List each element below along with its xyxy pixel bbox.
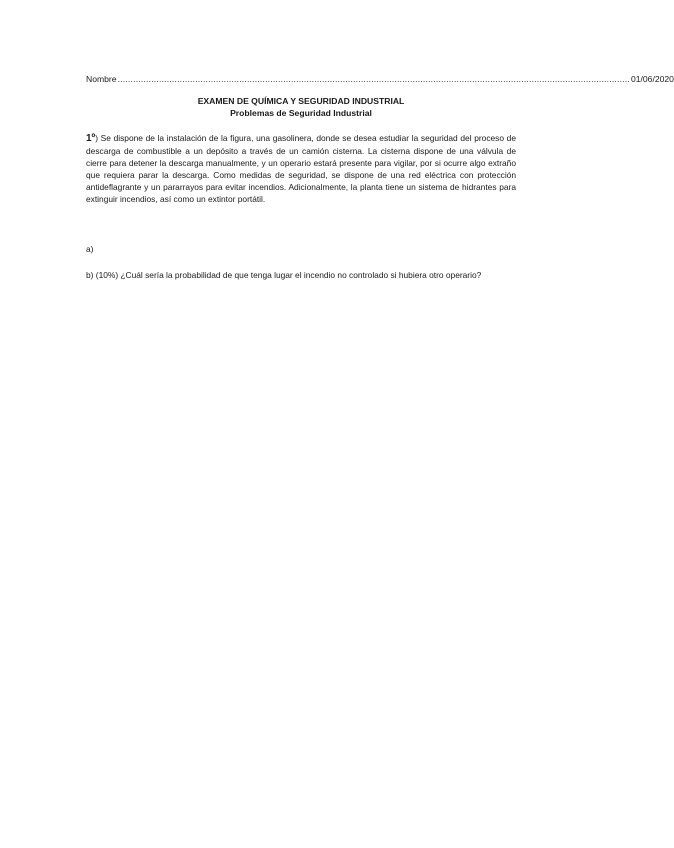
- name-label: Nombre: [86, 74, 117, 84]
- exam-subtitle: Problemas de Seguridad Industrial: [230, 108, 372, 118]
- name-date-line: [86, 74, 674, 85]
- exam-title: EXAMEN DE QUÍMICA Y SEGURIDAD INDUSTRIAL: [197, 96, 405, 106]
- question-a: a): [86, 244, 94, 254]
- problem-1-text: ) Se dispone de la instalación de la figura, una gasolinera, donde se desea estudiar la seguridad del proceso de descarga de combustible a un depósito a través de un camión cisterna. La cisterna dispone de una válvula de cierre para detener la descarga manualmente, y un operario estará presente para vigilar, por si ocurre algo extraño que requiera parar la descarga. Como medidas de seguridad, se dispone de una red eléctrica con protección antideflagrante y un pararrayos para evitar incendios. Adicionalmente, la planta tiene un sistema de hidrantes para extinguir incendios, así como un extintor portátil.: [86, 133, 516, 205]
- problem-number: 1º: [86, 133, 96, 144]
- exam-date: 01/06/2020: [630, 74, 674, 84]
- question-b: b) (10%) ¿Cuál sería la probabilidad de que tenga lugar el incendio no controlado si hubiera otro operario?: [86, 270, 482, 280]
- name-blank-line: ......................................................................................................................................................................................................: [117, 74, 630, 84]
- problem-1-statement: [86, 132, 516, 206]
